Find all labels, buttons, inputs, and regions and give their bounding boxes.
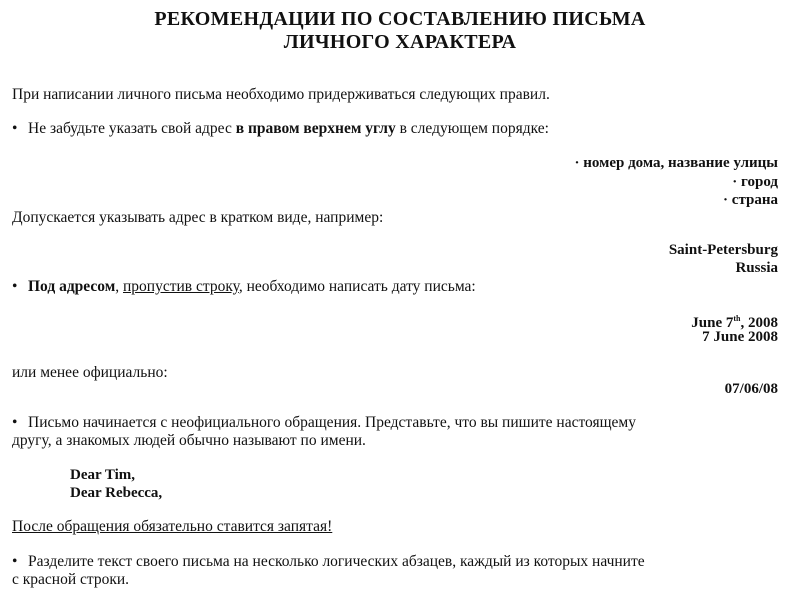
title-line-1: РЕКОМЕНДАЦИИ ПО СОСТАВЛЕНИЮ ПИСЬМА: [154, 8, 646, 30]
rule-date-emphasis: Под адресом: [28, 278, 116, 295]
short-address-country: Russia: [735, 260, 778, 276]
bullet-2: •: [12, 278, 18, 295]
rule-date-underlined: пропустив строку: [123, 278, 239, 295]
less-formal-intro: или менее официально:: [12, 364, 168, 381]
title-line-2: ЛИЧНОГО ХАРАКТЕРА: [283, 31, 517, 53]
intro-text: При написании личного письма необходимо придерживаться следующих правил.: [12, 86, 550, 103]
bullet-4: •: [12, 553, 18, 570]
date-formal-1: June 7th, 2008: [691, 314, 778, 331]
date-short: 07/06/08: [724, 381, 778, 397]
rule-address: • Не забудьте указать свой адрес в правом верхнем углу в следующем порядке:: [12, 120, 549, 137]
bullet-3: •: [12, 414, 18, 431]
rule-greeting-line-2: другу, а знакомых людей обычно называют по имени.: [12, 432, 366, 449]
greeting-example-2: Dear Rebecca,: [70, 485, 163, 501]
date-formal-2: 7 June 2008: [702, 329, 778, 345]
address-order-item-2: · город: [732, 174, 778, 190]
short-address-intro: Допускается указывать адрес в кратком виде, например:: [12, 209, 384, 226]
rule-greeting-line-1: • Письмо начинается с неофициального обращения. Представьте, что вы пишите настоящему: [12, 414, 636, 431]
rule-paragraphs-line-2: с красной строки.: [12, 571, 130, 588]
rule-paragraphs-line-1: • Разделите текст своего письма на несколько логических абзацев, каждый из которых начните: [12, 553, 645, 570]
address-order-item-3: · страна: [723, 192, 778, 208]
rule-address-emphasis: в правом верхнем углу: [235, 120, 396, 137]
comma-rule: После обращения обязательно ставится запятая!: [12, 518, 333, 535]
short-address-city: Saint-Petersburg: [668, 242, 778, 258]
address-order-item-1: · номер дома, название улицы: [574, 155, 778, 171]
rule-date: • Под адресом, пропустив строку, необходимо написать дату письма:: [12, 278, 476, 295]
bullet-1: •: [12, 120, 18, 137]
greeting-example-1: Dear Tim,: [70, 467, 136, 483]
